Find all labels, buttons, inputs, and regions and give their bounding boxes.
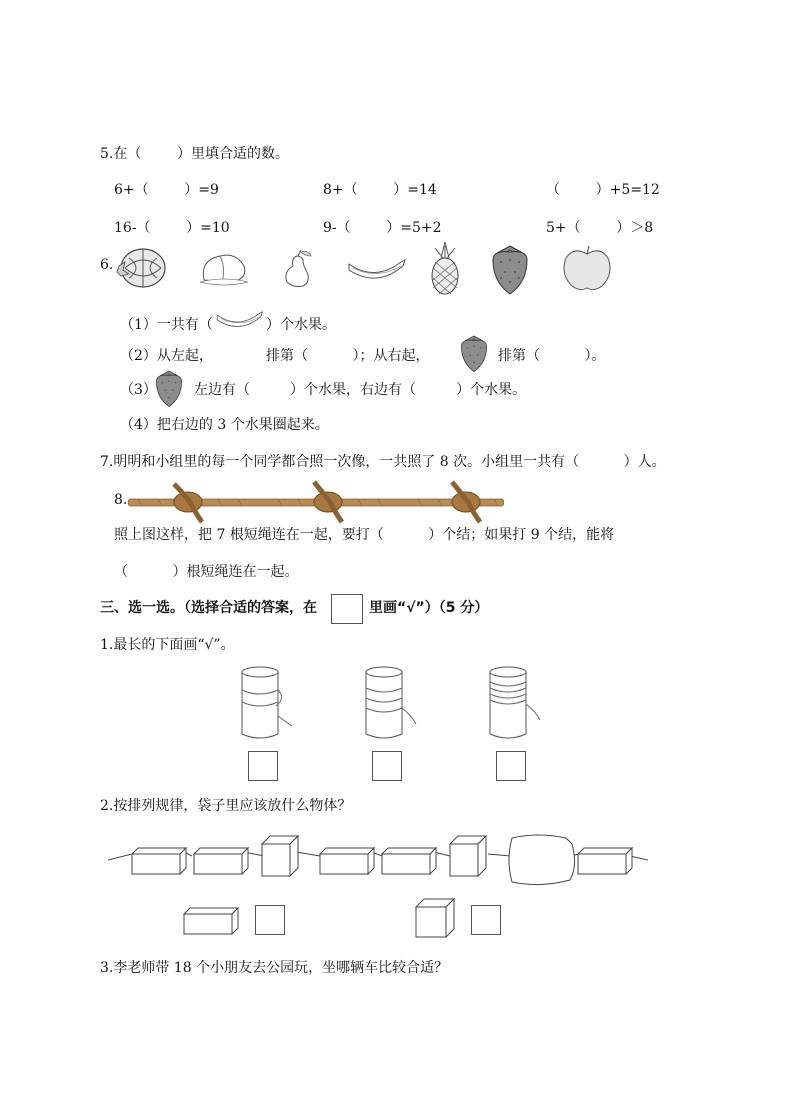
pear-icon (277, 248, 317, 290)
q6-sub4: （4）把右边的 3 个水果圈起来。 (120, 417, 329, 433)
q6-number: 6. (100, 257, 114, 273)
answer-box[interactable] (496, 751, 526, 781)
q8-line1: 照上图这样，把 7 根短绳连在一起，要打（ ）个结；如果打 9 个结，能将 (114, 527, 615, 543)
q6-sub3-start: （3） (120, 382, 157, 398)
strawberry-icon (153, 368, 185, 408)
s3q3-text: 3.李老师带 18 个小朋友去公园玩，坐哪辆车比较合适？ (100, 960, 449, 976)
q8-number: 8. (114, 492, 128, 508)
q7-text: 7.明明和小组里的每一个同学都合照一次像，一共照了 8 次。小组里一共有（ ）人。 (100, 454, 666, 470)
q6-sub2-end: 排第（ ）。 (498, 348, 606, 364)
answer-box[interactable] (471, 905, 501, 935)
q5-eq-3: （ ）+5=12 (546, 182, 660, 198)
cube-option-image (412, 895, 460, 941)
q6-sub2-start: （2）从左起， (120, 348, 213, 364)
strawberry-icon (458, 333, 490, 373)
apple-icon (560, 244, 614, 292)
cuboid-option-image (180, 904, 242, 936)
cylinder-with-rope-image (484, 664, 546, 742)
q5-eq-4: 16-（ ）=10 (114, 220, 230, 236)
s3q2-text: 2.按排列规律，袋子里应该放什么物体？ (100, 798, 352, 814)
section3-heading-part2: 里画“√”）（5 分） (369, 600, 489, 616)
cylinder-with-rope-image (360, 664, 422, 742)
pineapple-icon (427, 240, 463, 296)
q5-eq-5: 9-（ ）=5+2 (323, 220, 442, 236)
answer-box-sample (331, 594, 363, 624)
q6-sub2-mid: 排第（ ）；从右起， (266, 348, 430, 364)
answer-box[interactable] (372, 751, 402, 781)
watermelon-icon (113, 246, 167, 290)
q5-title: 5.在（ ）里填合适的数。 (100, 146, 289, 162)
banana-icon (345, 256, 407, 284)
q6-sub1-end: ）个水果。 (266, 317, 336, 333)
answer-box[interactable] (255, 905, 285, 935)
strawberry-icon (489, 242, 531, 296)
q5-eq-1: 6+（ ）=9 (114, 182, 219, 198)
peach-icon (196, 248, 252, 288)
knotted-rope-image (128, 480, 504, 524)
pattern-sequence-image (108, 830, 654, 890)
q5-eq-2: 8+（ ）=14 (323, 182, 437, 198)
q6-sub3-end: 左边有（ ）个水果，右边有（ ）个水果。 (194, 382, 527, 398)
q6-sub1-start: （1）一共有（ (120, 317, 213, 333)
answer-box[interactable] (248, 751, 278, 781)
q8-line2: （ ）根短绳连在一起。 (114, 564, 299, 580)
s3q1-text: 1.最长的下面画“√”。 (100, 637, 235, 653)
cylinder-with-rope-image (236, 664, 298, 742)
banana-icon (214, 308, 264, 332)
q5-eq-6: 5+（ ）＞8 (546, 220, 654, 236)
section3-heading-part1: 三、选一选。（选择合适的答案，在 (100, 600, 317, 616)
